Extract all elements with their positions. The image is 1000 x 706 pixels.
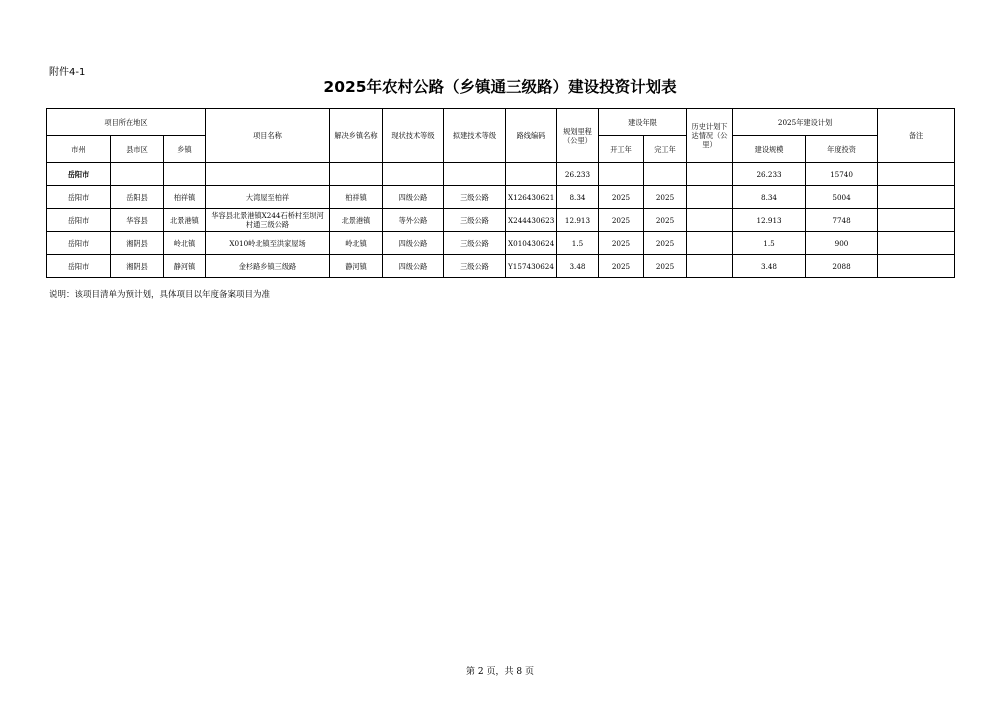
row-remarks <box>878 232 955 255</box>
row-county: 华容县 <box>111 209 164 232</box>
row-start-year: 2025 <box>599 186 644 209</box>
row-history <box>687 209 733 232</box>
row-end-year: 2025 <box>644 209 687 232</box>
row-scale: 3.48 <box>733 255 806 278</box>
row-end-year: 2025 <box>644 186 687 209</box>
row-remarks <box>878 186 955 209</box>
row-mileage: 12.913 <box>557 209 599 232</box>
row-project-name: X010岭北镇至洪家屋场 <box>206 232 330 255</box>
summary-mileage: 26.233 <box>557 163 599 186</box>
row-project-name: 大湾屋至柏祥 <box>206 186 330 209</box>
header-row-1 <box>47 109 955 136</box>
row-city: 岳阳市 <box>47 209 111 232</box>
row-start-year: 2025 <box>599 255 644 278</box>
row-project-name: 金杉路乡镇三级路 <box>206 255 330 278</box>
header-location-group: 项目所在地区 <box>47 109 206 136</box>
row-county: 湘阴县 <box>111 232 164 255</box>
row-current-grade: 等外公路 <box>383 209 444 232</box>
row-planned-grade: 三级公路 <box>444 186 506 209</box>
header-start-year: 开工年 <box>599 136 644 163</box>
table-row <box>47 186 955 209</box>
summary-county <box>111 163 164 186</box>
row-investment: 2088 <box>806 255 878 278</box>
row-project-name: 华容县北景港镇X244石桥村至坝河村通三级公路 <box>206 209 330 232</box>
summary-solved <box>330 163 383 186</box>
header-remarks: 备注 <box>878 109 955 163</box>
row-route-code: X244430623 <box>506 209 557 232</box>
row-solved-township: 静河镇 <box>330 255 383 278</box>
row-city: 岳阳市 <box>47 232 111 255</box>
summary-code <box>506 163 557 186</box>
row-planned-grade: 三级公路 <box>444 232 506 255</box>
row-solved-township: 柏祥镇 <box>330 186 383 209</box>
row-mileage: 1.5 <box>557 232 599 255</box>
header-planned-grade: 拟建技术等级 <box>444 109 506 163</box>
row-scale: 12.913 <box>733 209 806 232</box>
row-city: 岳阳市 <box>47 186 111 209</box>
header-history: 历史计划下达情况（公里） <box>687 109 733 163</box>
row-township: 柏祥镇 <box>164 186 206 209</box>
row-investment: 7748 <box>806 209 878 232</box>
row-history <box>687 186 733 209</box>
header-township: 乡镇 <box>164 136 206 163</box>
row-remarks <box>878 255 955 278</box>
header-solved-township: 解决乡镇名称 <box>330 109 383 163</box>
row-mileage: 3.48 <box>557 255 599 278</box>
row-current-grade: 四级公路 <box>383 186 444 209</box>
summary-history <box>687 163 733 186</box>
row-township: 静河镇 <box>164 255 206 278</box>
footnote: 说明：该项目清单为预计划，具体项目以年度备案项目为准 <box>49 290 271 300</box>
row-solved-township: 岭北镇 <box>330 232 383 255</box>
attachment-label: 附件4-1 <box>49 67 86 78</box>
header-end-year: 完工年 <box>644 136 687 163</box>
row-remarks <box>878 209 955 232</box>
header-investment: 年度投资 <box>806 136 878 163</box>
row-city: 岳阳市 <box>47 255 111 278</box>
header-planned-mileage: 规划里程（公里） <box>557 109 599 163</box>
header-current-grade: 现状技术等级 <box>383 109 444 163</box>
investment-plan-table <box>46 108 955 278</box>
table-row <box>47 232 955 255</box>
row-scale: 1.5 <box>733 232 806 255</box>
page-title: 2025年农村公路（乡镇通三级路）建设投资计划表 <box>323 78 677 96</box>
row-end-year: 2025 <box>644 232 687 255</box>
row-mileage: 8.34 <box>557 186 599 209</box>
header-project-name: 项目名称 <box>206 109 330 163</box>
row-planned-grade: 三级公路 <box>444 255 506 278</box>
row-route-code: X010430624 <box>506 232 557 255</box>
summary-investment: 15740 <box>806 163 878 186</box>
summary-current <box>383 163 444 186</box>
summary-name <box>206 163 330 186</box>
row-current-grade: 四级公路 <box>383 255 444 278</box>
header-scale: 建设规模 <box>733 136 806 163</box>
row-end-year: 2025 <box>644 255 687 278</box>
row-county: 湘阴县 <box>111 255 164 278</box>
summary-start <box>599 163 644 186</box>
row-investment: 5004 <box>806 186 878 209</box>
row-start-year: 2025 <box>599 209 644 232</box>
row-route-code: X126430621 <box>506 186 557 209</box>
page-number: 第 2 页，共 8 页 <box>466 667 534 677</box>
row-scale: 8.34 <box>733 186 806 209</box>
row-township: 北景港镇 <box>164 209 206 232</box>
summary-city: 岳阳市 <box>47 163 111 186</box>
row-start-year: 2025 <box>599 232 644 255</box>
header-city: 市州 <box>47 136 111 163</box>
header-period-group: 建设年限 <box>599 109 687 136</box>
summary-scale: 26.233 <box>733 163 806 186</box>
header-route-code: 路线编码 <box>506 109 557 163</box>
row-solved-township: 北景港镇 <box>330 209 383 232</box>
row-township: 岭北镇 <box>164 232 206 255</box>
summary-planned <box>444 163 506 186</box>
row-current-grade: 四级公路 <box>383 232 444 255</box>
table-row <box>47 209 955 232</box>
header-plan2025-group: 2025年建设计划 <box>733 109 878 136</box>
row-county: 岳阳县 <box>111 186 164 209</box>
row-history <box>687 232 733 255</box>
row-investment: 900 <box>806 232 878 255</box>
summary-row <box>47 163 955 186</box>
summary-end <box>644 163 687 186</box>
table-row <box>47 255 955 278</box>
summary-township <box>164 163 206 186</box>
row-history <box>687 255 733 278</box>
row-planned-grade: 三级公路 <box>444 209 506 232</box>
header-county: 县市区 <box>111 136 164 163</box>
summary-remarks <box>878 163 955 186</box>
row-route-code: Y157430624 <box>506 255 557 278</box>
